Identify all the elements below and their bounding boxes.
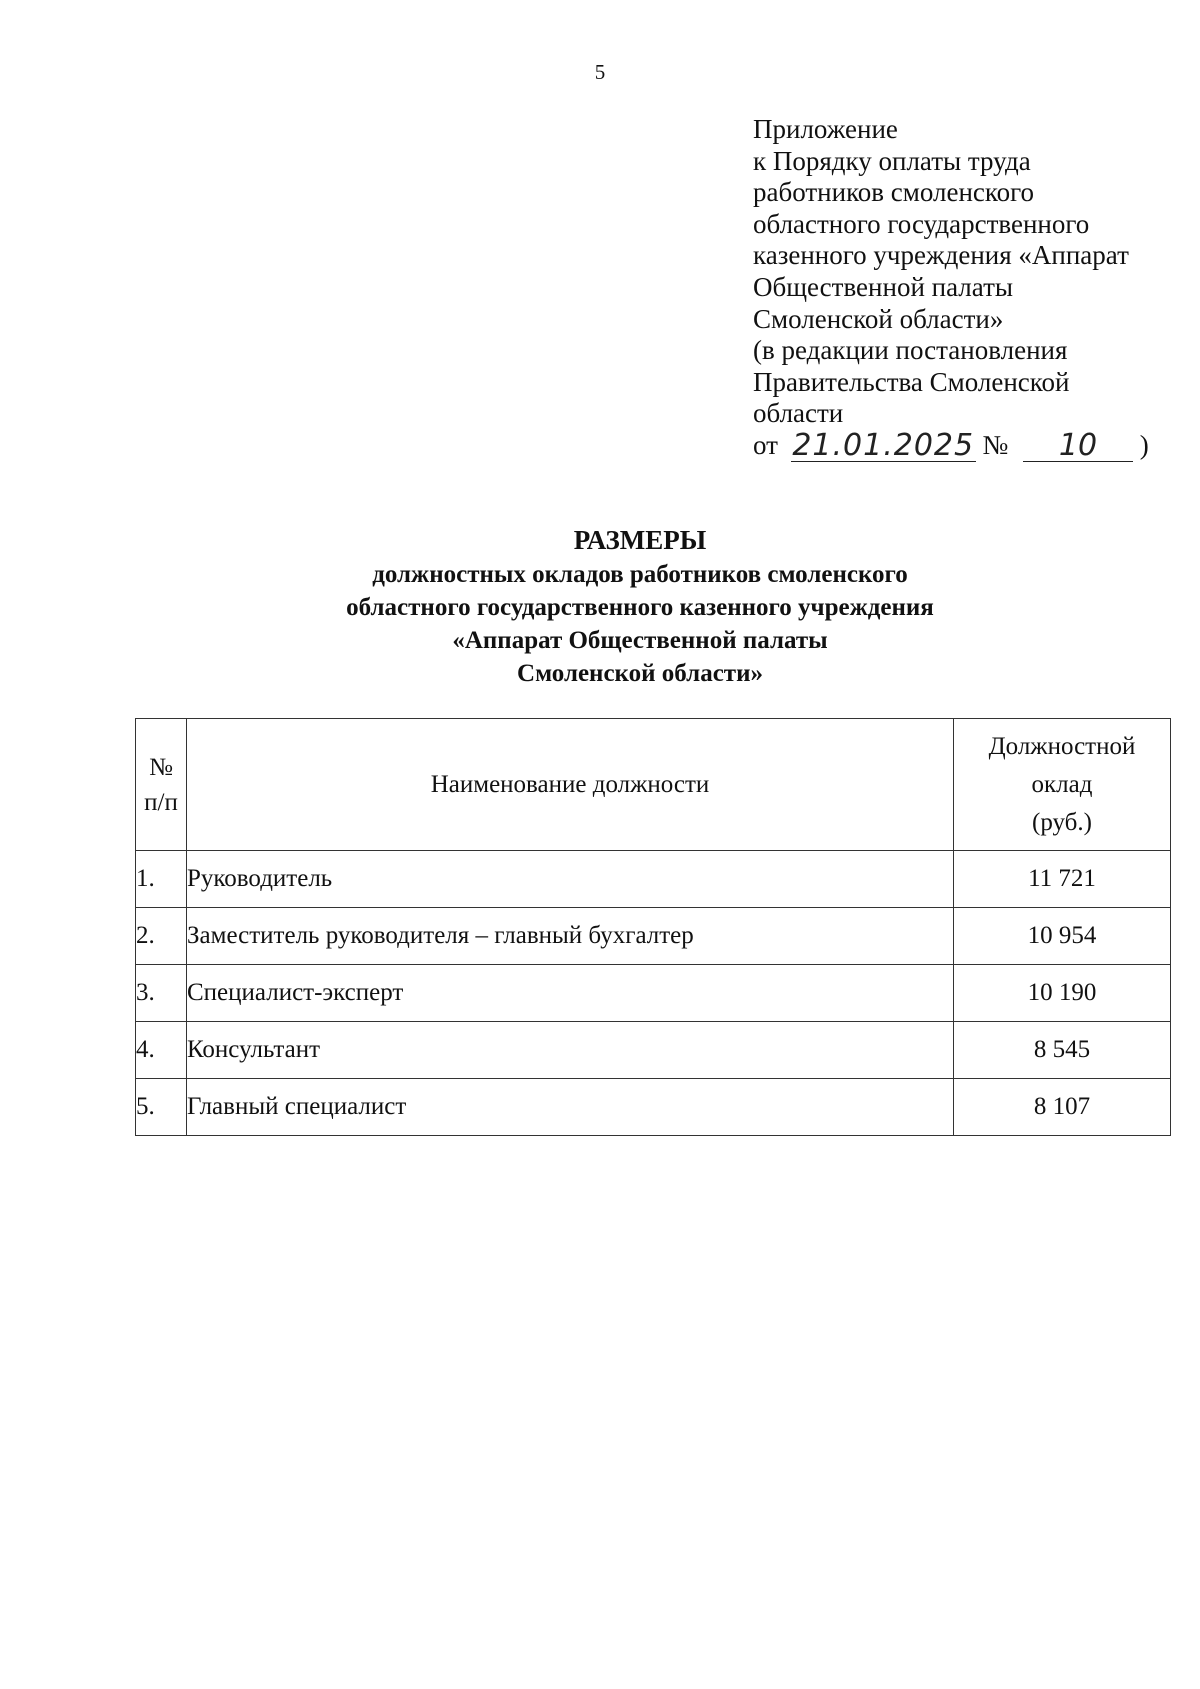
row-salary: 8 107 [954,1079,1171,1136]
row-salary: 10 190 [954,965,1171,1022]
appendix-line: Общественной палаты [753,271,1014,302]
table-row [136,1022,1171,1079]
appendix-line: Приложение [753,114,898,144]
handwritten-date: 21.01.2025 [792,427,975,463]
row-position: Специалист-эксперт [187,965,954,1022]
from-label: от [753,429,778,460]
table-row [136,965,1171,1022]
document-title [0,524,1200,690]
table-row [136,1079,1171,1136]
row-number: 4. [136,1022,187,1079]
row-salary: 10 954 [954,908,1171,965]
appendix-line: к Порядку оплаты труда [753,145,1031,176]
appendix-line: Правительства Смоленской [753,366,1070,397]
number-label: № [982,429,1009,460]
header-salary-line: оклад [1031,770,1093,798]
header-number-pp: п/п [144,788,178,816]
appendix-line: работников смоленского [753,177,1035,208]
table-row [136,908,1171,965]
title-subline: «Аппарат Общественной палаты [452,627,828,654]
date-number-line [753,427,1149,463]
row-position: Руководитель [187,851,954,908]
row-number: 5. [136,1079,187,1136]
appendix-line: областного государственного [753,208,1090,239]
row-position: Заместитель руководителя – главный бухгалтер [187,908,954,965]
closing-paren: ) [1139,429,1149,460]
header-salary [954,719,1171,851]
appendix-line: области [753,398,844,429]
table-row [136,851,1171,908]
appendix-line: (в редакции постановления [753,335,1068,366]
handwritten-number: 10 [1023,431,1133,462]
title-subline: должностных окладов работников смоленского [372,561,908,588]
header-number-symbol: № [149,753,173,781]
row-salary: 8 545 [954,1022,1171,1079]
row-position: Главный специалист [187,1079,954,1136]
title-subline: Смоленской области» [517,660,763,687]
row-number: 2. [136,908,187,965]
salary-table [135,718,1171,1136]
appendix-line: казенного учреждения «Аппарат [753,240,1129,271]
table-header-row [136,719,1171,851]
row-position: Консультант [187,1022,954,1079]
title-main: РАЗМЕРЫ [573,525,707,555]
row-number: 1. [136,851,187,908]
row-number: 3. [136,965,187,1022]
appendix-line: Смоленской области» [753,303,1004,334]
page-number: 5 [594,60,606,84]
header-number [136,719,187,851]
header-salary-line: Должностной [988,732,1136,760]
appendix-block [753,114,1149,462]
row-salary: 11 721 [954,851,1171,908]
header-position-name: Наименование должности [187,719,954,851]
header-salary-line: (руб.) [1032,808,1092,836]
title-subline: областного государственного казенного учреждения [346,594,934,621]
